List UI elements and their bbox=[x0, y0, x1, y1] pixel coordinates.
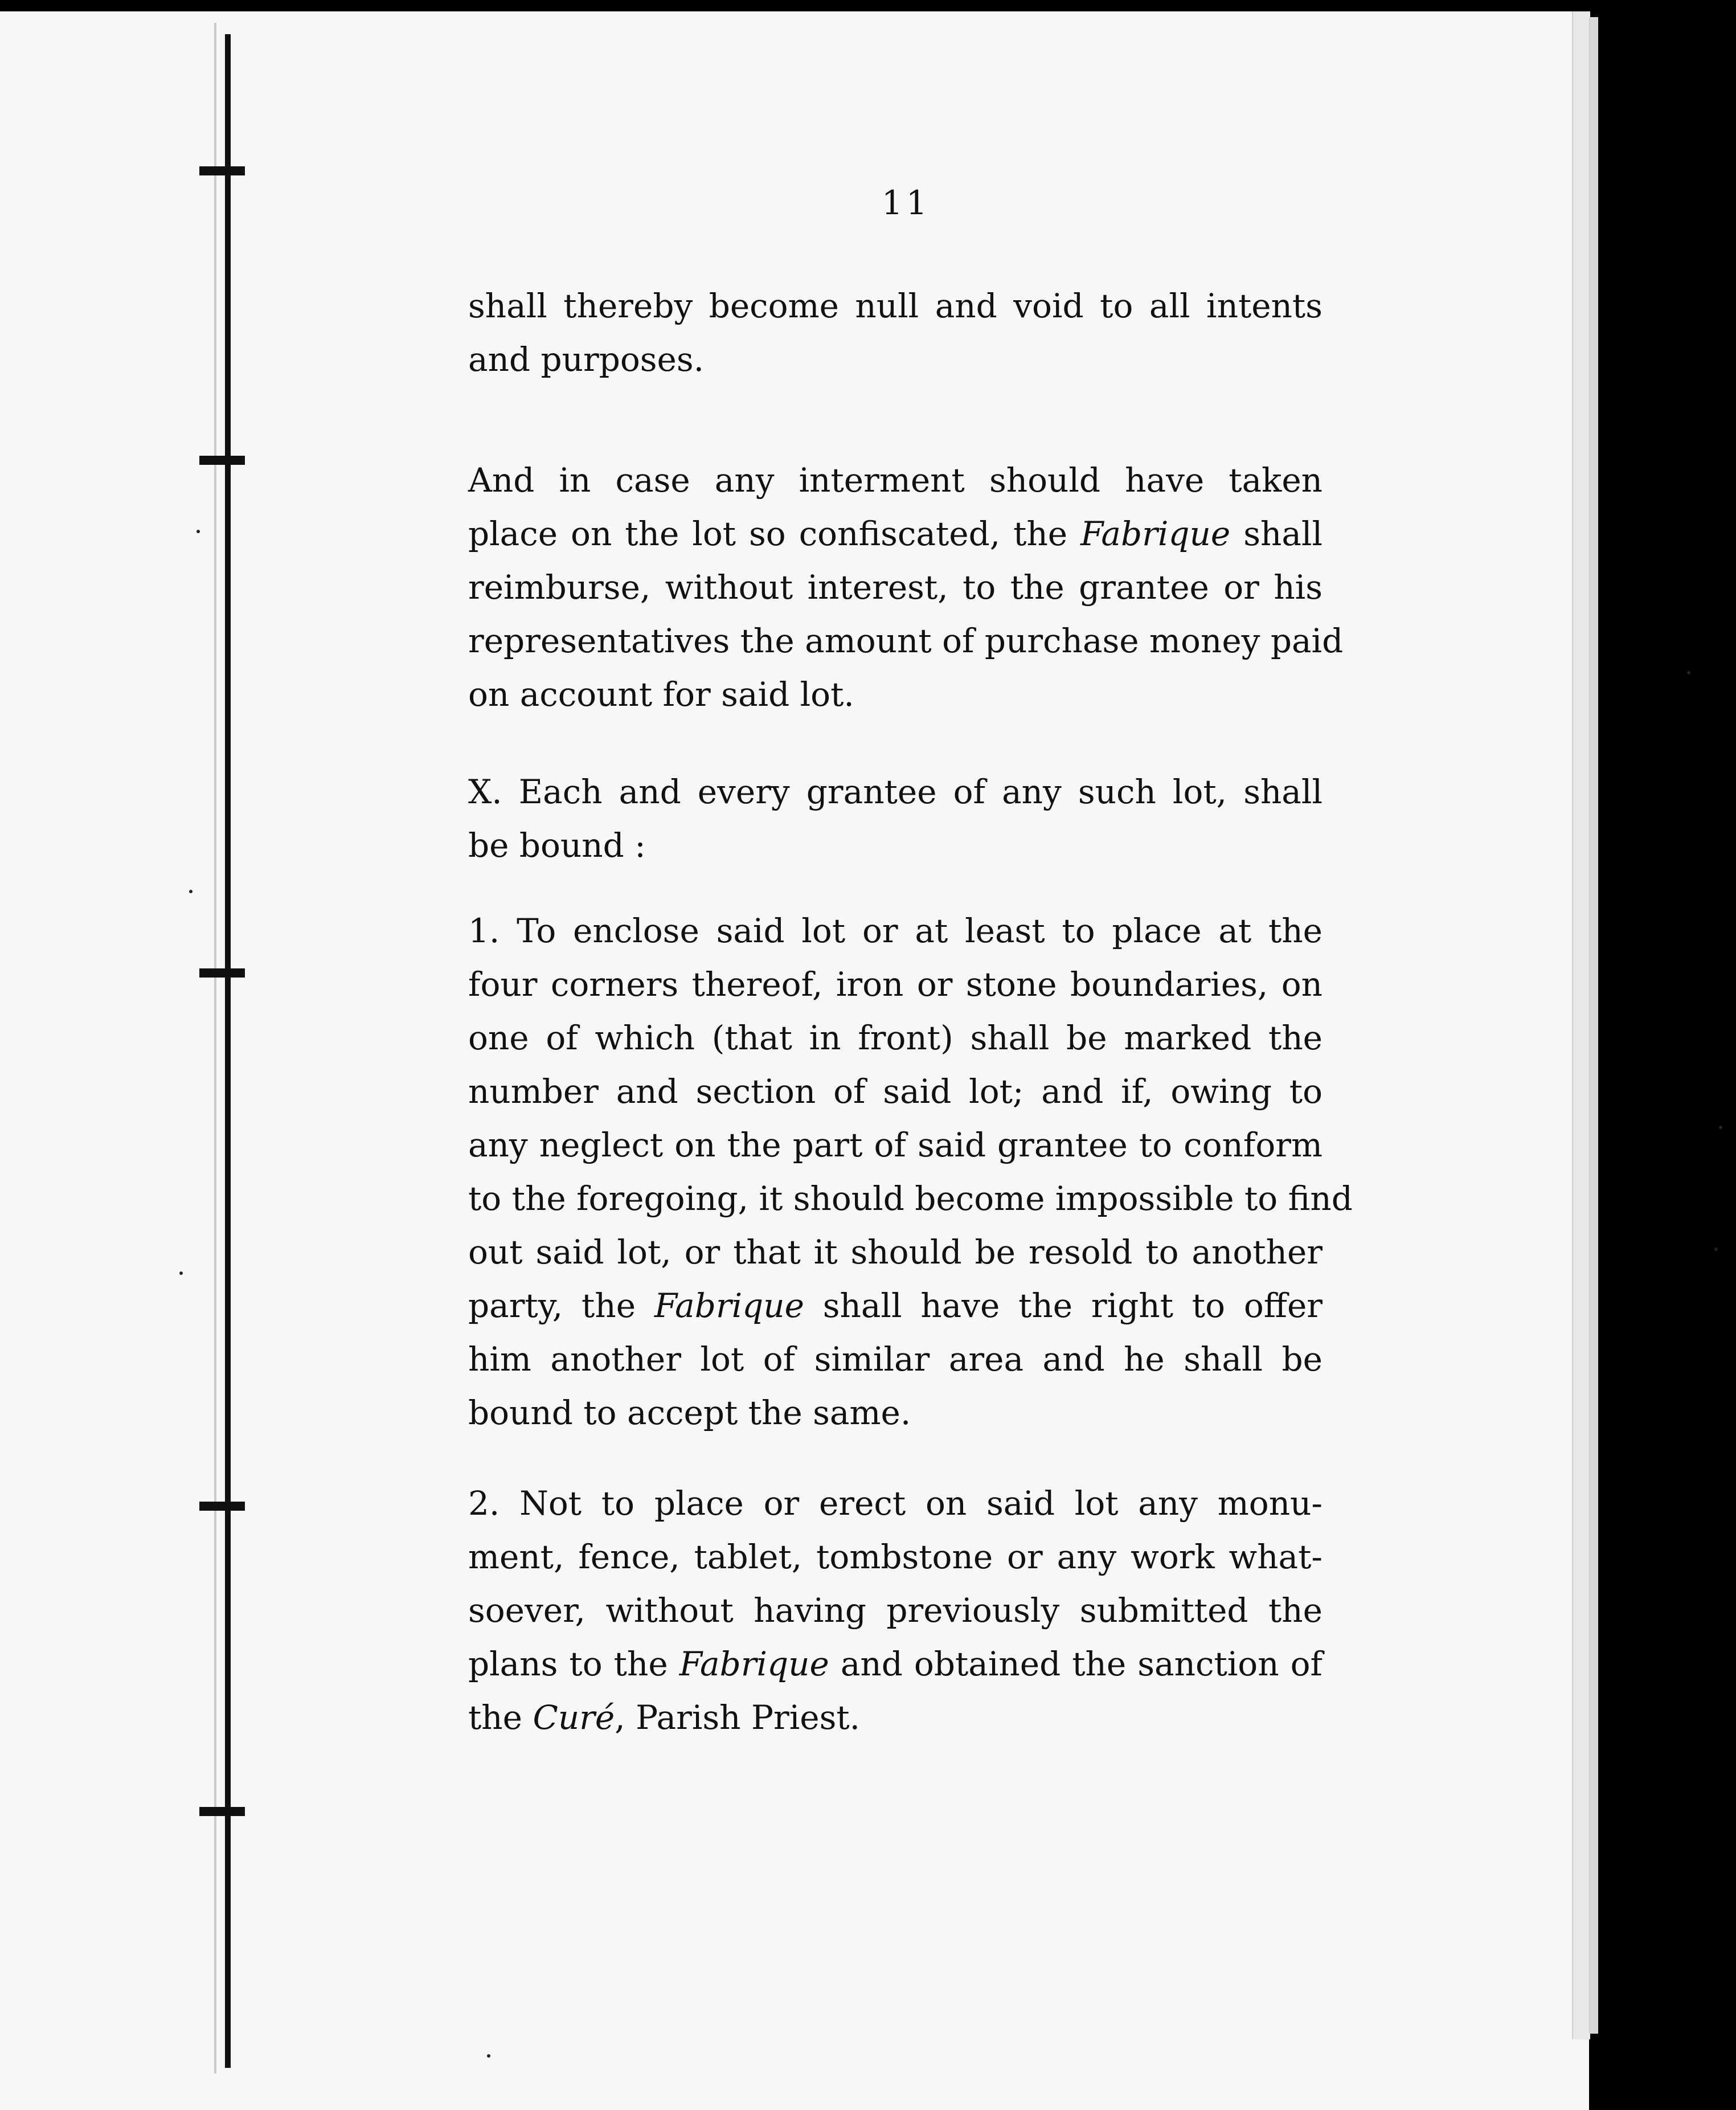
text-line: number and section of said lot; and if, owing to bbox=[468, 1072, 1323, 1111]
scan-speck bbox=[1719, 1126, 1722, 1129]
scan-speck bbox=[1714, 1248, 1718, 1251]
page-number: 11 bbox=[882, 183, 931, 222]
page-edge-back bbox=[1589, 17, 1598, 2034]
italic-term: Curé bbox=[533, 1698, 615, 1737]
binding-stitch bbox=[199, 1807, 245, 1816]
text-line: on account for said lot. bbox=[468, 675, 854, 714]
text-line: And in case any interment should have taken bbox=[468, 461, 1323, 500]
text-line: X. Each and every grantee of any such lot, shall bbox=[468, 772, 1323, 811]
text-line: to the foregoing, it should become impossible to find bbox=[468, 1179, 1353, 1218]
text-line: bound to accept the same. bbox=[468, 1393, 911, 1432]
binding-stitch bbox=[199, 968, 245, 978]
binding-stitch bbox=[199, 166, 245, 175]
text-line: shall thereby become null and void to all intents bbox=[468, 287, 1323, 325]
text-line: four corners thereof, iron or stone boundaries, on bbox=[468, 965, 1323, 1004]
text-line: out said lot, or that it should be resold to another bbox=[468, 1233, 1323, 1271]
text-line: plans to the Fabrique and obtained the sanction of bbox=[468, 1645, 1323, 1683]
binding-line bbox=[225, 34, 231, 2068]
scan-speck bbox=[487, 2054, 490, 2058]
text-line: 1. To enclose said lot or at least to place at the bbox=[468, 911, 1323, 950]
scan-speck bbox=[189, 890, 193, 893]
paragraph-continuation bbox=[468, 279, 1323, 386]
text-line: party, the Fabrique shall have the right to offer bbox=[468, 1286, 1323, 1325]
italic-term: Fabrique bbox=[654, 1286, 804, 1325]
binding-stitch bbox=[199, 456, 245, 465]
page-edge bbox=[1572, 11, 1590, 2039]
scan-speck bbox=[1687, 671, 1690, 674]
text-line: soever, without having previously submitted the bbox=[468, 1591, 1323, 1630]
text-line: and purposes. bbox=[468, 340, 705, 379]
text-line: representatives the amount of purchase money paid bbox=[468, 621, 1344, 660]
text-line: him another lot of similar area and he shall be bbox=[468, 1340, 1323, 1379]
italic-term: Fabrique bbox=[1080, 514, 1231, 553]
italic-term: Fabrique bbox=[679, 1645, 829, 1683]
paragraph-interment-reimbursement bbox=[468, 453, 1344, 721]
text-line: the Curé, Parish Priest. bbox=[468, 1698, 861, 1737]
scan-speck bbox=[196, 530, 200, 533]
binding-shadow bbox=[214, 23, 216, 2074]
binding-stitch bbox=[199, 1502, 245, 1511]
paragraph-article-x bbox=[468, 765, 1323, 872]
text-line: be bound : bbox=[468, 826, 646, 865]
paragraph-obligation-1 bbox=[468, 904, 1353, 1440]
text-line: one of which (that in front) shall be marked the bbox=[468, 1019, 1323, 1057]
paragraph-obligation-2 bbox=[468, 1477, 1323, 1744]
text-line: ment, fence, tablet, tombstone or any work what- bbox=[468, 1537, 1323, 1576]
text-line: place on the lot so confiscated, the Fabrique shall bbox=[468, 514, 1323, 553]
text-line: reimburse, without interest, to the grantee or his bbox=[468, 568, 1323, 607]
scan-speck bbox=[179, 1271, 183, 1275]
text-line: any neglect on the part of said grantee to conform bbox=[468, 1126, 1323, 1164]
text-line: 2. Not to place or erect on said lot any monu- bbox=[468, 1484, 1323, 1523]
